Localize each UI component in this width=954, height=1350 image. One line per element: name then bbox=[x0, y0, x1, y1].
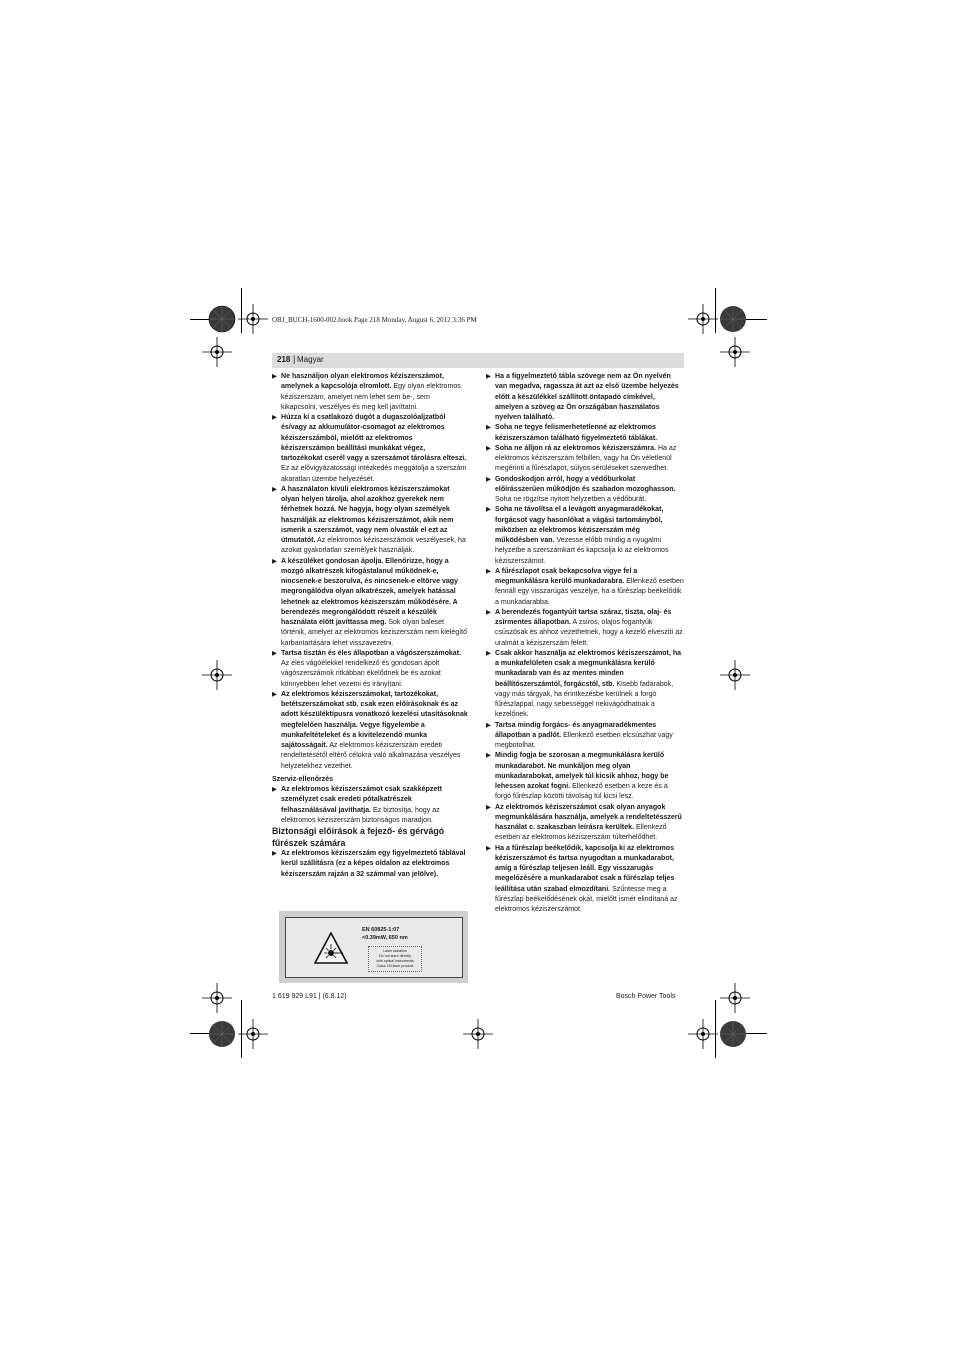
color-disc-icon bbox=[718, 1019, 748, 1049]
registration-target-icon bbox=[720, 660, 750, 690]
color-disc-icon bbox=[207, 304, 237, 334]
page-header bbox=[272, 353, 684, 368]
label-warning-line: with optical instruments bbox=[376, 959, 414, 963]
list-item bbox=[486, 608, 684, 649]
list-item bbox=[486, 844, 684, 916]
item-text: A zsíros, olajos fogantyúk csúszósak és ahhoz vezethetnek, hogy a kezelő elveszíti az uralmát a kéziszerszám felett. bbox=[495, 619, 683, 647]
item-text: Egy olyan elektromos kéziszerszám, amelyet nem lehet sem be-, sem kikapcsolni, veszélyes és meg kell javíttatni. bbox=[281, 383, 461, 411]
item-bold-text: Csak akkor használja az elektromos kéziszerszámot, ha a munkafelületen csak a megmunkálásra kerülő munkadarab van és az mentes minden beállítószerszámtól, forgácstól, stb. bbox=[495, 649, 682, 688]
list-item bbox=[272, 785, 468, 826]
item-text: Ez biztosítja, hogy az elektromos kéziszerszám biztonságos maradjon. bbox=[281, 806, 440, 824]
item-bold-text: Ha a fűrészlap beékelődik, kapcsolja ki az elektromos kéziszerszámot és tartsa nyugodtan a munkadarabot, amíg a fűrészlap teljesen leáll. Egy visszarugás megelőzésére a munkadarabot csak a fűrészlap teljes leállítása után szabad elmozdítani. bbox=[495, 844, 675, 893]
item-text: Ellenkező esetben az elektromos kéziszerszám túlterhelődhet. bbox=[495, 824, 667, 842]
label-warning-box bbox=[368, 946, 422, 972]
item-text: Ellenkező esetben fennáll egy visszarúgás veszélye, ha a fűrészlap beékelődik a munkadarabba. bbox=[495, 578, 684, 606]
left-column bbox=[272, 372, 468, 880]
registration-target-icon bbox=[463, 1019, 493, 1049]
item-text: Az elektromos kéziszerszámok veszélyesek, ha azokat gyakorlatlan személyek használják. bbox=[281, 537, 466, 555]
header-language: Magyar bbox=[297, 355, 324, 364]
item-bold-text: A használaton kívüli elektromos kéziszerszámokat olyan helyen tárolja, ahol azokhoz gyerekek nem férhetnek hozzá. Ne hagyja, hogy olyan személyek használják az elektromos kéziszerszámot, akik nem ismerik a szerszámot, vagy nem olvasták el ezt az útmutatót. bbox=[281, 485, 454, 544]
bullet-arrow-icon: ▶ bbox=[272, 373, 277, 380]
registration-target-icon bbox=[202, 983, 232, 1013]
bullet-arrow-icon: ▶ bbox=[272, 649, 277, 657]
service-heading: Szerviz-ellenőrzés bbox=[272, 775, 334, 783]
bullet-arrow-icon: ▶ bbox=[486, 373, 491, 380]
list-item bbox=[272, 485, 468, 557]
item-text: Sok olyan baleset történik, amelyet az elektromos kéziszerszám nem kielégítő karbantartására lehet visszavezetni. bbox=[281, 619, 468, 647]
color-disc-icon bbox=[718, 304, 748, 334]
registration-target-icon bbox=[238, 1019, 268, 1049]
footer-document-id: 1 619 929 L91 | (6.8.12) bbox=[272, 993, 347, 1000]
print-slug: OBJ_BUCH-1600-002.book Page 218 Monday, August 6, 2012 3:36 PM bbox=[272, 316, 477, 324]
label-warning-line: Do not stare directly bbox=[379, 954, 411, 958]
registration-target-icon bbox=[720, 983, 750, 1013]
item-bold-text: Az elektromos kéziszerszámot csak szakképzett személyzet csak eredeti pótalkatrészek felhasználásával javíthatja. bbox=[281, 786, 442, 814]
list-item bbox=[486, 423, 684, 444]
bullet-arrow-icon: ▶ bbox=[272, 414, 277, 421]
bullet-arrow-icon: ▶ bbox=[272, 557, 277, 565]
laser-warning-triangle-icon bbox=[314, 932, 348, 964]
item-bold-text: Soha ne tegye felismerhetetlenné az elektromos kéziszerszámon található figyelmeztető táblákat. bbox=[495, 424, 658, 442]
item-bold-text: Az elektromos kéziszerszámot csak olyan anyagok megmunkálására használja, amelyek a rendeltetésszerű használat c. szakaszban leírásra kerültek. bbox=[495, 803, 682, 831]
registration-target-icon bbox=[202, 660, 232, 690]
label-warning-line: Class 1M laser product bbox=[376, 964, 414, 968]
list-item bbox=[272, 413, 468, 485]
label-frame bbox=[285, 917, 463, 978]
item-bold-text: Gondoskodjon arról, hogy a védőburkolat előírásszerűen működjön és szabadon mozoghasson. bbox=[495, 475, 676, 493]
bullet-arrow-icon: ▶ bbox=[486, 424, 491, 432]
bullet-arrow-icon: ▶ bbox=[486, 721, 491, 729]
bullet-arrow-icon: ▶ bbox=[272, 786, 277, 793]
item-bold-text: Az elektromos kéziszerszámokat, tartozékokat, betétszerszámokat stb. csak ezen előírásoknak és az adott készüléktípusra vonatkozó kezelési utasításoknak megfelelően használja. Vegye figyelembe a munkafeltételeket és a kivitelezendő munka sajátosságait. bbox=[281, 690, 468, 749]
laser-warning-label bbox=[279, 911, 468, 983]
registration-target-icon bbox=[720, 337, 750, 367]
bullet-arrow-icon: ▶ bbox=[486, 844, 491, 852]
list-item bbox=[486, 505, 684, 567]
list-item bbox=[486, 475, 684, 506]
list-item bbox=[272, 849, 468, 880]
bullet-arrow-icon: ▶ bbox=[272, 850, 277, 857]
item-bold-text: Mindig fogja be szorosan a megmunkálásra kerülő munkadarabot. Ne munkáljon meg olyan munkadarabokat, amelyek túl kicsik ahhoz, hogy be lehessen azokat fogni. bbox=[495, 752, 669, 790]
item-text: Soha ne rögzítse nyitott helyzetben a védőburát. bbox=[495, 496, 647, 503]
item-text: Az éles vágóélekkel rendelkező és gondosan ápolt vágószerszámok ritkábban ékelődnek be és azokat könnyebben lehet vezetni és irányítani. bbox=[281, 660, 441, 688]
list-item bbox=[486, 372, 684, 423]
item-bold-text: A fűrészlapot csak bekapcsolva vigye fel a megmunkálásra kerülő munkadarabra. bbox=[495, 567, 638, 585]
item-bold-text: A készüléket gondosan ápolja. Ellenőrizze, hogy a mozgó alkatrészek kifogástalanul működnek-e, nincsenek-e beszorulva, és nincsenek-e eltörve vagy megrongálódva olyan alkatrészek, amelyek hatással lehetnek az elektromos kéziszerszám működésére. A berendezés megrongálódott részeit a készülék használata előtt javíttassa meg. bbox=[281, 557, 459, 626]
bullet-arrow-icon: ▶ bbox=[486, 803, 491, 811]
registration-target-icon bbox=[688, 1019, 718, 1049]
bullet-arrow-icon: ▶ bbox=[272, 485, 277, 493]
bullet-arrow-icon: ▶ bbox=[486, 752, 491, 760]
bullet-arrow-icon: ▶ bbox=[272, 690, 277, 698]
color-disc-icon bbox=[207, 1019, 237, 1049]
list-item bbox=[486, 649, 684, 721]
item-text: Ez az elővigyázatossági intézkedés meggátolja a szerszám akaratlan üzembe helyezését. bbox=[281, 465, 467, 483]
right-column bbox=[486, 372, 684, 915]
item-bold-text: Soha ne álljon rá az elektromos kéziszerszámra. bbox=[495, 444, 656, 452]
bullet-arrow-icon: ▶ bbox=[486, 444, 491, 452]
list-item bbox=[486, 444, 684, 475]
bullet-arrow-icon: ▶ bbox=[486, 567, 491, 575]
bullet-arrow-icon: ▶ bbox=[486, 475, 491, 483]
item-bold-text: Az elektromos kéziszerszám egy figyelmeztető táblával kerül szállításra (ez a képes oldalon az elektromos kéziszerszám rajzán a 32 számmal van jelölve). bbox=[281, 850, 466, 878]
registration-target-icon bbox=[688, 304, 718, 334]
list-item bbox=[272, 690, 468, 772]
list-item bbox=[486, 751, 684, 802]
item-text: Szűntesse meg a fűrészlap beékelődésének okát, mielőtt ismét elindítaná az elektromos kéziszerszámot. bbox=[495, 885, 678, 913]
item-bold-text: Tartsa mindig forgács- és anyagmaradékmentes állapotban a padlót. bbox=[495, 721, 657, 739]
list-item bbox=[272, 372, 468, 413]
list-item bbox=[486, 721, 684, 752]
left-bullet-list bbox=[272, 372, 468, 772]
item-bold-text: Tartsa tisztán és éles állapotban a vágószerszámokat. bbox=[281, 649, 462, 657]
bullet-arrow-icon: ▶ bbox=[486, 608, 491, 616]
header-separator: | bbox=[293, 354, 296, 364]
item-text: Az elektromos kéziszerszám eredeti rendeltetésétől eltérő célokra való alkalmazása veszélyes helyzetekhez vezethet. bbox=[281, 742, 461, 770]
item-bold-text: Ne használjon olyan elektromos kéziszerszámot, amelynek a kapcsolója elromlott. bbox=[281, 373, 444, 391]
footer-brand: Bosch Power Tools bbox=[616, 993, 676, 1000]
item-bold-text: Ha a figyelmeztető tábla szövege nem az Ön nyelvén van megadva, ragassza át azt az első üzembe helyezés előtt a készülékkel szállított öntapadó címkével, amelyen a szöveg az Ön országában használatos nyelven található. bbox=[495, 373, 679, 421]
registration-target-icon bbox=[238, 304, 268, 334]
page-number: 218 bbox=[277, 355, 291, 364]
section-title: Biztonsági előírások a fejező- és gérvágó fűrészek számára bbox=[272, 826, 445, 848]
item-bold-text: A berendezés fogantyúit tartsa száraz, tiszta, olaj- és zsírmentes állapotban. bbox=[495, 608, 672, 626]
list-item bbox=[272, 557, 468, 649]
bullet-arrow-icon: ▶ bbox=[486, 506, 491, 514]
label-power: <0.39mW, 650 nm bbox=[362, 935, 408, 941]
registration-target-icon bbox=[202, 337, 232, 367]
bullet-arrow-icon: ▶ bbox=[486, 649, 491, 657]
label-standard: EN 60825-1:07 bbox=[362, 927, 400, 933]
item-text: Vezesse előbb mindig a nyugalmi helyzetbe a szerszámkart és kapcsolja ki az elektromos kéziszerszámot. bbox=[495, 537, 669, 565]
item-text: Kisebb fadarabok, vagy más tárgyak, ha érintkezésbe kerülnek a forgó fűrészlappal, nagy sebességgel nekivágódhatnak a kezelőnek. bbox=[495, 680, 674, 719]
item-text: Ellenkező esetben a keze és a forgó fűrészlap közötti távolság túl kicsi lesz. bbox=[495, 783, 668, 801]
item-bold-text: Húzza ki a csatlakozó dugót a dugaszolóaljzatból és/vagy az akkumulátor-csomagot az elektromos kéziszerszámból, mielőtt az elektromos kéziszerszámon beállítási munkákat végez, tartozékokat cserél vagy a szerszámot tárolásra elteszi. bbox=[281, 414, 467, 462]
list-item bbox=[486, 567, 684, 608]
item-text: Ha az elektromos kéziszerszám felbillen, vagy ha Ön véletlenül megérinti a fűrészlapot, súlyos sérüléseket szenvedhet. bbox=[495, 444, 677, 473]
list-item bbox=[486, 803, 684, 844]
item-bold-text: Soha ne távolítsa el a levágott anyagmaradékokat, forgácsot vagy hasonlókat a vágási tartományból, miközben az elektromos kéziszerszám még működésben van. bbox=[495, 506, 664, 544]
list-item bbox=[272, 649, 468, 690]
item-text: Ellenkező esetben elcsúszhat vagy megbotolhat. bbox=[495, 731, 673, 749]
label-warning-line: Laser radiation bbox=[383, 949, 407, 953]
